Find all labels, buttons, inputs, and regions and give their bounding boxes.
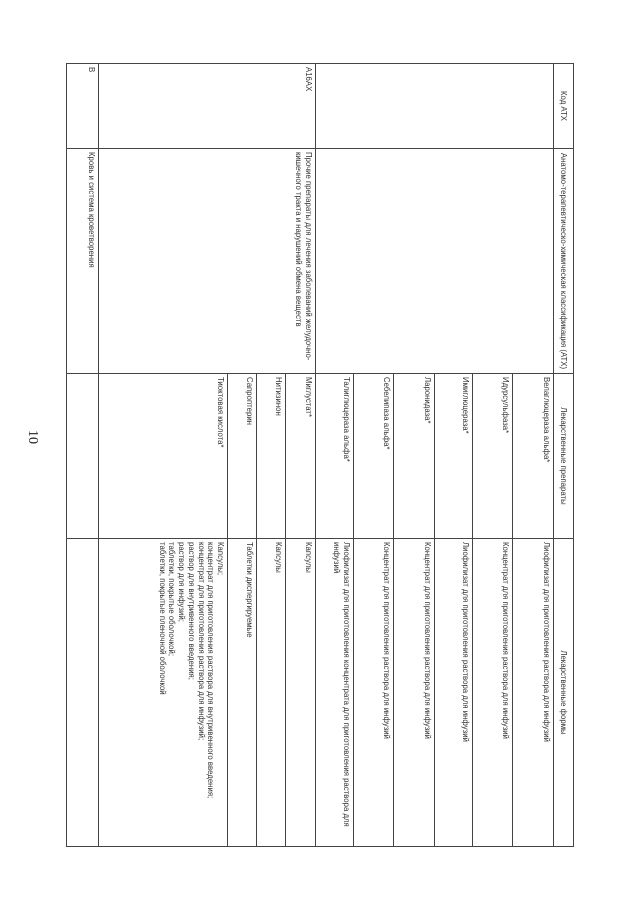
form-line: таблетки, покрытые пленочной оболочкой	[157, 542, 167, 695]
form-line: Капсулы;	[216, 542, 225, 576]
form-line: концентрат для приготовления раствора для внутривенного введения;	[206, 542, 216, 799]
drug-cell: Сапроптерин	[228, 374, 257, 539]
drug-cell: Себелипаза альфа*	[354, 374, 394, 539]
drug-cell-empty	[67, 374, 99, 539]
rotated-table-container	[62, 63, 574, 846]
form-cell: Концентрат для приготовления раствора для инфузий	[473, 539, 513, 847]
form-line: раствор для внутривенного введения;	[186, 542, 196, 680]
form-cell: Лиофилизат для приготовления раствора для инфузий	[435, 539, 473, 847]
code-cell: B	[67, 64, 99, 149]
form-cell-multiline	[99, 539, 228, 847]
code-cell: A16AX	[99, 64, 316, 149]
page-number: 10	[25, 430, 40, 444]
header-drugs: Лекарственные препараты	[554, 374, 574, 539]
header-forms: Лекарственные формы	[554, 539, 574, 847]
table-row	[286, 64, 316, 847]
form-cell: Концентрат для приготовления раствора для инфузий	[394, 539, 435, 847]
classification-cell: Кровь и система кроветворения	[67, 149, 99, 374]
drug-cell: Ларонидаза*	[394, 374, 435, 539]
drug-cell: Идурсульфаза*	[473, 374, 513, 539]
drug-cell: Миглустат*	[286, 374, 316, 539]
drug-cell: Талиглюцераза альфа*	[316, 374, 354, 539]
table-row	[513, 64, 554, 847]
drug-cell: Велаглюцераза альфа*	[513, 374, 554, 539]
form-cell-empty	[67, 539, 99, 847]
form-cell: Таблетки диспергируемые	[228, 539, 257, 847]
form-line: концентрат для приготовления раствора для инфузий;	[196, 542, 206, 741]
header-code: Код АТХ	[554, 64, 574, 149]
code-cell-empty	[316, 64, 554, 149]
classification-cell: Прочие препараты для лечения заболеваний желудочно-кишечного тракта и нарушений обмена веществ	[99, 149, 316, 374]
form-cell: Концентрат для приготовления раствора для инфузий	[354, 539, 394, 847]
drug-cell: Нитизинон	[257, 374, 286, 539]
form-cell: Капсулы	[257, 539, 286, 847]
form-cell: Капсулы	[286, 539, 316, 847]
form-line: раствор для инфузий;	[177, 542, 187, 622]
classification-cell-empty	[316, 149, 554, 374]
form-line: таблетки, покрытые оболочкой;	[167, 542, 177, 657]
rotated-table-area	[62, 63, 574, 846]
header-classification: Анатомо-терапевтическо-химическая классификация (АТХ)	[554, 149, 574, 374]
form-cell: Лиофилизат для приготовления раствора для инфузий	[513, 539, 554, 847]
drug-table	[66, 63, 574, 847]
table-row	[67, 64, 99, 847]
drug-cell: Имиглюцераза*	[435, 374, 473, 539]
form-cell: Лиофилизат для приготовления концентрата для приготовления раствора для инфузий	[316, 539, 354, 847]
drug-cell: Тиоктовая кислота*	[99, 374, 228, 539]
